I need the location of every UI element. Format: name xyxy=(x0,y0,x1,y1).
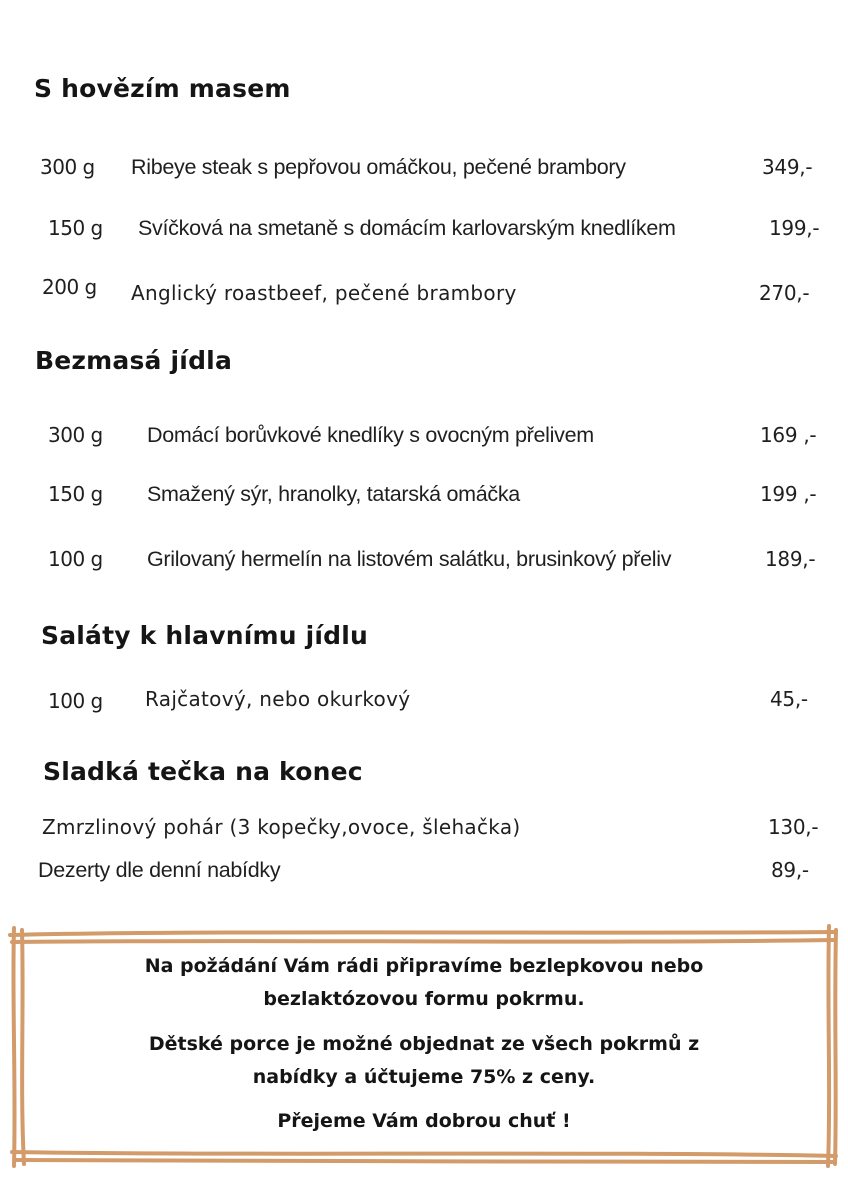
section-title: Saláty k hlavnímu jídlu xyxy=(41,621,369,650)
menu-item xyxy=(0,477,848,511)
item-weight: 300 g xyxy=(40,155,95,179)
section-title: S hovězím masem xyxy=(34,74,291,103)
notice-line: nabídky a účtujeme 75% z ceny. xyxy=(252,1066,596,1088)
item-name: Anglický roastbeef, pečené brambory xyxy=(131,281,517,305)
section-title: Bezmasá jídla xyxy=(35,346,233,375)
item-name: Domácí borůvkové knedlíky s ovocným přelivem xyxy=(147,423,594,447)
item-name: Dezerty dle denní nabídky xyxy=(38,858,281,882)
item-price: 199 ,- xyxy=(760,482,817,506)
item-weight: 300 g xyxy=(48,423,103,447)
menu-item xyxy=(0,418,848,452)
item-weight: 100 g xyxy=(48,547,103,571)
menu-item xyxy=(0,276,848,310)
item-price: 89,- xyxy=(771,858,809,882)
notice-line: Přejeme Vám dobrou chuť ! xyxy=(277,1110,571,1132)
item-name: Smažený sýr, hranolky, tatarská omáčka xyxy=(147,482,520,506)
item-name: Svíčková na smetaně s domácím karlovarským knedlíkem xyxy=(138,216,676,240)
item-price: 45,- xyxy=(770,687,808,711)
notice-line: Dětské porce je možné objednat ze všech pokrmů z xyxy=(148,1033,700,1055)
item-price: 130,- xyxy=(768,815,819,839)
item-name: Ribeye steak s pepřovou omáčkou, pečené brambory xyxy=(131,155,626,179)
item-weight: 150 g xyxy=(48,482,103,506)
item-price: 199,- xyxy=(769,216,820,240)
menu-item xyxy=(0,682,848,716)
item-price: 349,- xyxy=(762,155,813,179)
menu-item xyxy=(0,810,848,844)
menu-item xyxy=(0,150,848,184)
section-title: Sladká tečka na konec xyxy=(43,757,363,786)
item-weight: 200 g xyxy=(42,275,97,299)
item-price: 169 ,- xyxy=(760,423,817,447)
item-name: Grilovaný hermelín na listovém salátku, brusinkový přeliv xyxy=(147,547,672,571)
menu-item xyxy=(0,542,848,576)
item-weight: 100 g xyxy=(48,689,103,713)
menu-item xyxy=(0,211,848,245)
menu-item xyxy=(0,853,848,887)
notice-line: bezlaktózovou formu pokrmu. xyxy=(263,988,585,1010)
item-weight: 150 g xyxy=(48,216,103,240)
item-price: 270,- xyxy=(759,281,810,305)
item-name: Rajčatový, nebo okurkový xyxy=(145,687,411,711)
item-price: 189,- xyxy=(765,547,816,571)
item-name: Zmrzlinový pohár (3 kopečky,ovoce, šlehačka) xyxy=(42,815,521,839)
notice-line: Na požádání Vám rádi připravíme bezlepkovou nebo xyxy=(144,955,704,977)
